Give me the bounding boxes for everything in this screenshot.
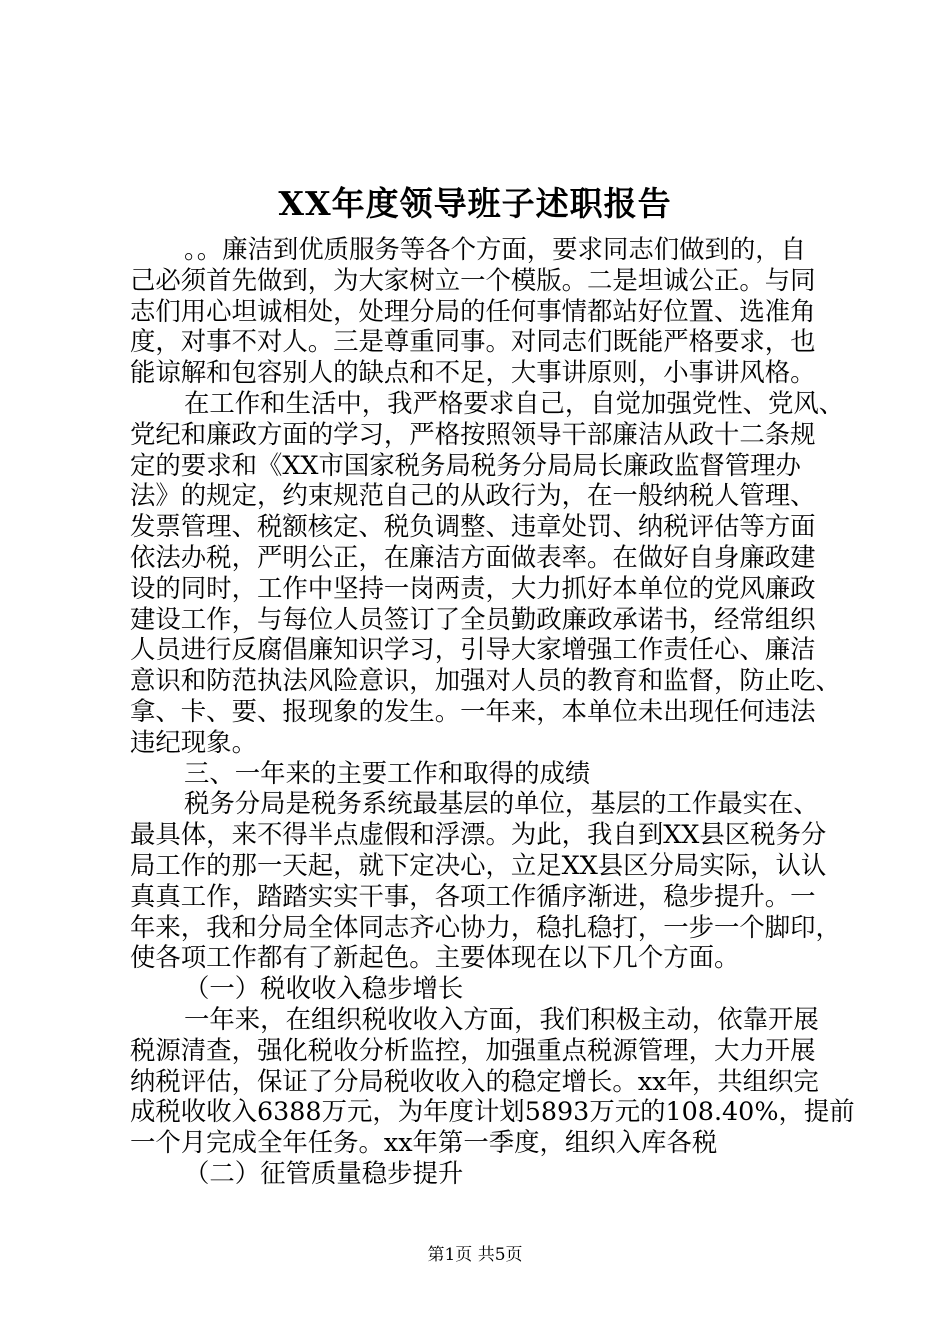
body-line: 税务分局是税务系统最基层的单位，基层的工作最实在、: [184, 788, 819, 819]
body-line: 建设工作，与每位人员签订了全员勤政廉政承诺书，经常组织: [130, 603, 816, 634]
body-line: 党纪和廉政方面的学习，严格按照领导干部廉洁从政十二条规: [130, 418, 816, 449]
body-line: 纳税评估，保证了分局税收收入的稳定增长。xx年，共组织完: [130, 1065, 819, 1096]
body-line: 设的同时，工作中坚持一岗两责，大力抓好本单位的党风廉政: [130, 572, 816, 603]
body-line: （二）征管质量稳步提升: [184, 1157, 464, 1188]
body-line: 一个月完成全年任务。xx年第一季度，组织入库各税: [130, 1127, 718, 1158]
body-line: 一年来，在组织税收收入方面，我们积极主动，依靠开展: [184, 1003, 819, 1034]
body-line: 最具体，来不得半点虚假和浮漂。为此，我自到XX县区税务分: [130, 819, 827, 850]
body-line: 法》的规定，约束规范自己的从政行为，在一般纳税人管理、: [130, 480, 816, 511]
body-line: 志们用心坦诚相处，处理分局的任何事情都站好位置、选准角: [130, 295, 816, 326]
page-footer: 第1页 共5页: [427, 1245, 523, 1265]
body-line: 依法办税，严明公正，在廉洁方面做表率。在做好自身廉政建: [130, 541, 816, 572]
body-line: 年来，我和分局全体同志齐心协力，稳扎稳打，一步一个脚印，: [130, 911, 841, 942]
body-line: 。。廉洁到优质服务等各个方面，要求同志们做到的，自: [184, 234, 807, 264]
body-line: 能谅解和包容别人的缺点和不足，大事讲原则，小事讲风格。: [130, 357, 816, 388]
body-line: 发票管理、税额核定、税负调整、违章处罚、纳税评估等方面: [130, 511, 816, 542]
body-line: 使各项工作都有了新起色。主要体现在以下几个方面。: [130, 942, 740, 973]
body-line: 成税收收入6388万元，为年度计划5893万元的108.40%，提前: [130, 1096, 855, 1127]
body-line: （一）税收收入稳步增长: [184, 973, 464, 1004]
body-line: 人员进行反腐倡廉知识学习，引导大家增强工作责任心、廉洁: [130, 634, 816, 665]
body-line: 真真工作，踏踏实实干事，各项工作循序渐进，稳步提升。一: [130, 880, 816, 911]
body-line: 税源清查，强化税收分析监控，加强重点税源管理，大力开展: [130, 1034, 816, 1065]
document-body: [130, 234, 855, 1189]
body-line: 定的要求和《XX市国家税务局税务分局局长廉政监督管理办: [130, 449, 801, 480]
body-line: 违纪现象。: [130, 726, 257, 757]
body-line: 局工作的那一天起，就下定决心，立足XX县区分局实际，认认: [130, 849, 827, 880]
body-line: 三、一年来的主要工作和取得的成绩: [184, 757, 591, 788]
page-title: XX年度领导班子述职报告: [278, 184, 672, 223]
body-line: 意识和防范执法风险意识，加强对人员的教育和监督，防止吃、: [130, 665, 841, 696]
body-line: 在工作和生活中，我严格要求自己，自觉加强党性、党风、: [184, 387, 845, 418]
body-line: 拿、卡、要、报现象的发生。一年来，本单位未出现任何违法: [130, 695, 816, 726]
body-line: 己必须首先做到，为大家树立一个模版。二是坦诚公正。与同: [130, 264, 816, 295]
body-line: 度，对事不对人。三是尊重同事。对同志们既能严格要求，也: [130, 326, 816, 357]
